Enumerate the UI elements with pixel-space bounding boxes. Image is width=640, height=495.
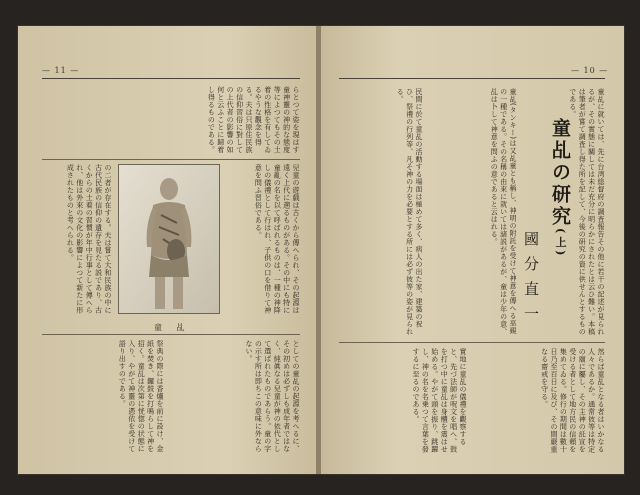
- right-page: [321, 26, 624, 474]
- text-column-bottom-1: としての童乩の起源を考へるに、その初めは必ずしも成年者ではなく、純眞なる兒童が神の依代として選ばれたものであらう。童の字の示す所は即ちこの意味に外ならない。: [244, 340, 300, 453]
- page-number-left: — 11 —: [42, 66, 80, 75]
- article-title-part: (上): [554, 228, 567, 259]
- article-title: [547, 118, 574, 268]
- intro-column-1: 童乩に就いては、先に台湾総督府の調査報告その他に若干の記述が見られるが、その實態に關しては未だ充分に明らかにされたとは云ひ難い。本稿は筆者が嘗て調査し得た所を記して、今後の研究の資に供せんとするものである。: [568, 88, 605, 336]
- book-spread: [18, 26, 624, 474]
- photo-dang-ki: [118, 164, 220, 314]
- column-divider: [42, 159, 300, 160]
- page-number-right: — 10 —: [571, 66, 609, 75]
- text-column-bottom-2: 祭典の際には香爐を前に設け、金紙を焚き、鑼鼓を打鳴らして神を招く。童乩は次第に恍惚の状態に入り、やがて神靈の憑依を受けて語り出すのである。: [118, 340, 164, 453]
- left-page: [18, 26, 318, 474]
- lower-column-1: 然らば童乩となる者はいかなる人々であるか。通常彼等は特定の廟に屬し、その主神の託宣を受ける者として地方民の信頼を集めてゐる。修行の期間は數十日乃至百日に及び、その間嚴重なる齋戒を守る。: [540, 348, 605, 453]
- column-divider-right: [339, 342, 605, 343]
- photo-figure-illustration: [119, 165, 219, 313]
- header-rule-right: [339, 78, 605, 79]
- article-title-text: 童乩の研究: [549, 118, 571, 228]
- header-rule-left: [42, 78, 300, 79]
- text-column-top-1: らとつて姿を現はす童神靈の神的な態度等によつてもその土着の性格を有してゐるやうな觀念を得る。夫は只原住民族の信仰習俗に對しての上代者の影響の如何と云ふことに歸着し得るものである。: [207, 86, 300, 154]
- lower-column-2: 實地に童乩の儀禮を觀察すると、先づ法師が呪文を唱へ、鼓を打つ中に童乩は身體を震はせ始める。やがて頭を振り、跳躍し、神の名を名乗つて言葉を發するに至るのである。: [411, 348, 467, 453]
- text-column-right-of-photo: 兒童の遊戯は古くから傳へられ、その起源は遠く上代に遡るものがある。その中にも特に童亂の名を以て呼ばれるものは、一種の神降しの儀禮として行はれ、子供の口を借りて神意を問ふ習俗である。: [254, 164, 300, 314]
- photo-caption: 童 乩: [154, 323, 191, 332]
- text-column-left-of-photo: の二者が存在する。夫は嘗て大和民族の中に古代民族の信仰の遺存を見たる説であり、古くからの土着の習慣が年中行事として傳へられ、他は外來の文化の影響によつて新たに形成されたものと考へられる。: [66, 164, 112, 314]
- column-divider-lower: [42, 334, 300, 335]
- intro-column-3: 民間に於て童乩の活動する場面は極めて多く、病人の出た家、建築の祝ひ、祭禮の行列等、凡そ神の力を必要とする所には必ず彼等の姿が見られる。: [396, 88, 423, 336]
- intro-column-2: 童乩(タンキー)は又乩童とも稱し、神明の附託を受けて神意を傳へる巫覡の一種である。その名稱の由來に就いては諸説があるが、童は少年の意、乩は卜して神意を問ふの意であると云はれる。: [490, 88, 517, 336]
- article-author: 國分直一: [522, 231, 540, 331]
